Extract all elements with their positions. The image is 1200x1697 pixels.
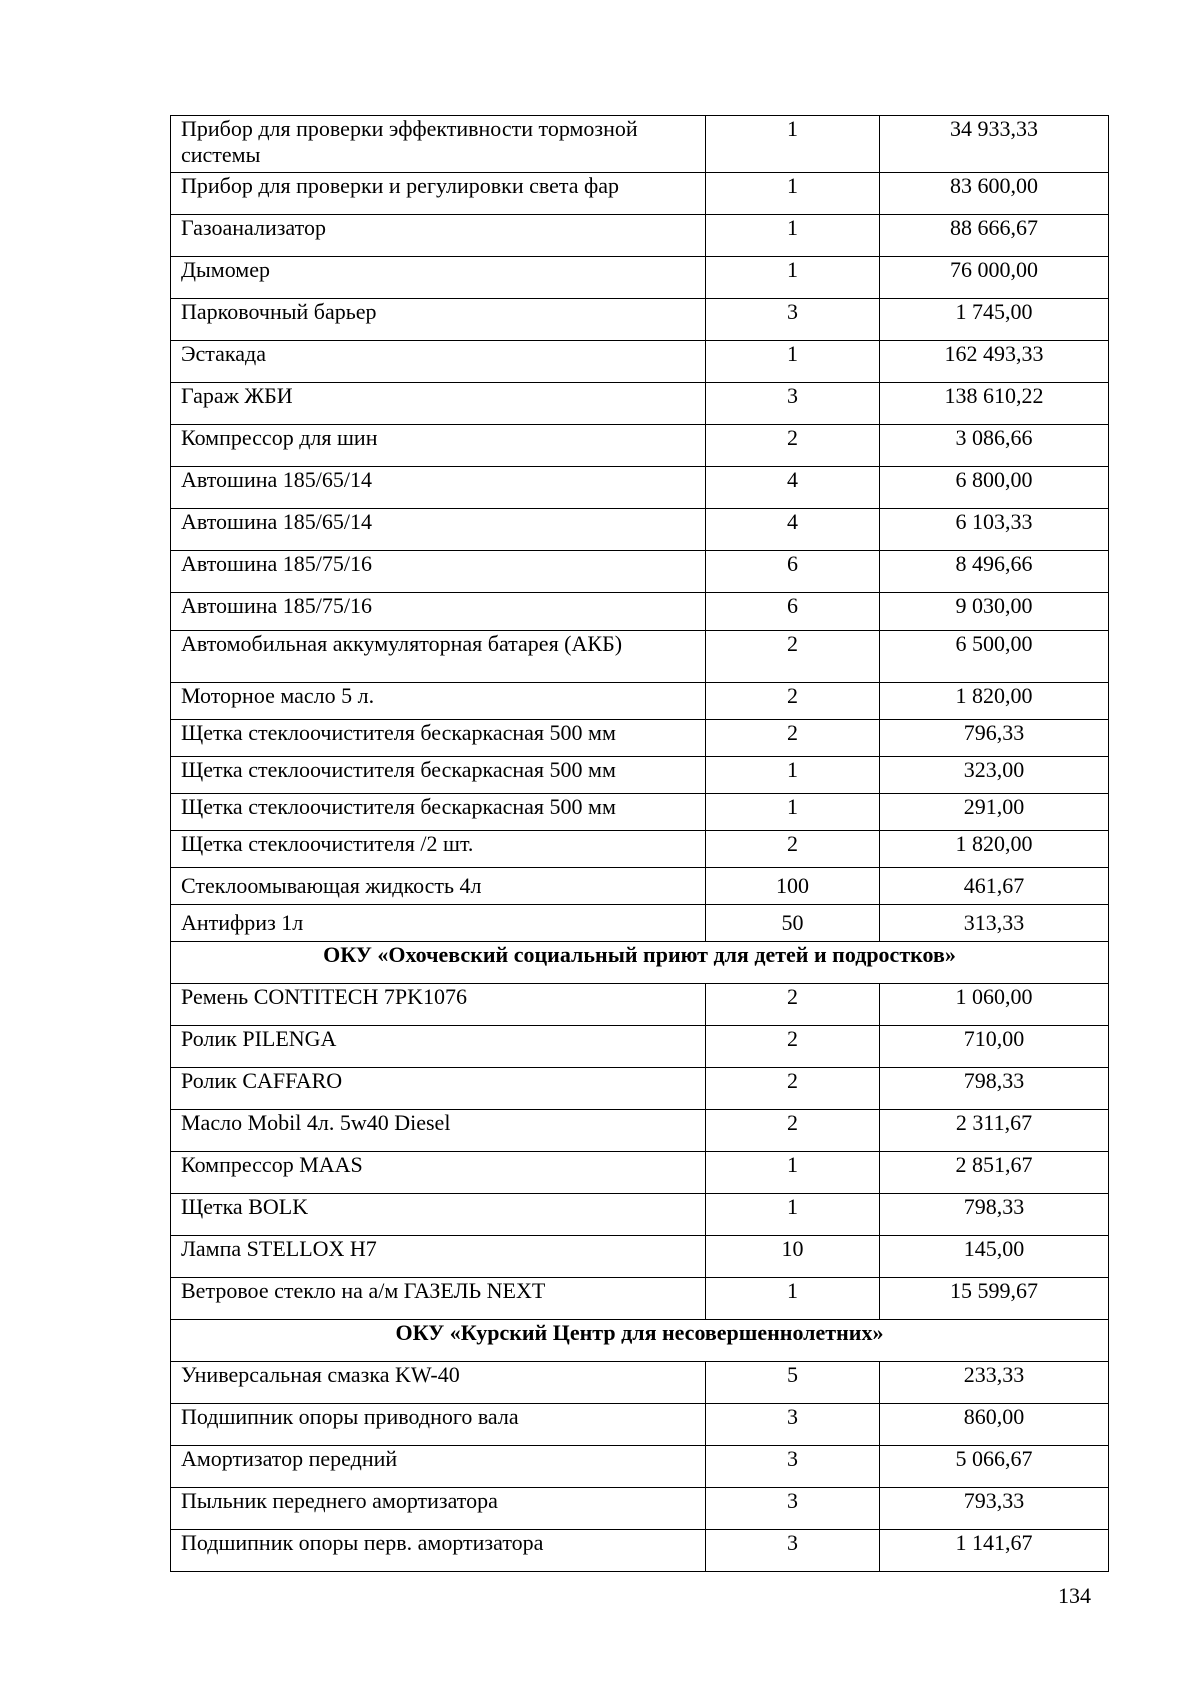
- table-row: [171, 467, 1109, 509]
- quantity-cell: 3: [706, 1488, 880, 1530]
- section-header-row: [171, 1320, 1109, 1362]
- quantity-cell: 4: [706, 467, 880, 509]
- price-cell: 233,33: [880, 1362, 1109, 1404]
- item-name-cell: Ролик CAFFARO: [171, 1068, 706, 1110]
- item-name-cell: Щетка стеклоочистителя /2 шт.: [171, 831, 706, 868]
- quantity-cell: 3: [706, 383, 880, 425]
- item-name-cell: Ветровое стекло на а/м ГАЗЕЛЬ NEXT: [171, 1278, 706, 1320]
- item-name-cell: Дымомер: [171, 257, 706, 299]
- table-row: [171, 683, 1109, 720]
- table-row: [171, 257, 1109, 299]
- price-cell: 6 800,00: [880, 467, 1109, 509]
- item-name-cell: Прибор для проверки и регулировки света фар: [171, 173, 706, 215]
- table-row: [171, 831, 1109, 868]
- quantity-cell: 1: [706, 1152, 880, 1194]
- quantity-cell: 10: [706, 1236, 880, 1278]
- item-name-cell: Подшипник опоры приводного вала: [171, 1404, 706, 1446]
- price-cell: 138 610,22: [880, 383, 1109, 425]
- price-cell: 6 500,00: [880, 631, 1109, 683]
- table-row: [171, 1068, 1109, 1110]
- item-name-cell: Гараж ЖБИ: [171, 383, 706, 425]
- table-row: [171, 341, 1109, 383]
- quantity-cell: 3: [706, 1530, 880, 1572]
- item-name-cell: Компрессор MAAS: [171, 1152, 706, 1194]
- price-cell: 710,00: [880, 1026, 1109, 1068]
- price-cell: 15 599,67: [880, 1278, 1109, 1320]
- item-name-cell: Ремень CONTITECH 7PK1076: [171, 984, 706, 1026]
- item-name-cell: Автошина 185/65/14: [171, 467, 706, 509]
- section-title: ОКУ «Курский Центр для несовершеннолетних»: [171, 1320, 1109, 1362]
- table-row: [171, 1530, 1109, 1572]
- price-cell: 1 820,00: [880, 683, 1109, 720]
- quantity-cell: 5: [706, 1362, 880, 1404]
- item-name-cell: Автошина 185/75/16: [171, 551, 706, 593]
- price-cell: 291,00: [880, 794, 1109, 831]
- quantity-cell: 1: [706, 794, 880, 831]
- price-cell: 860,00: [880, 1404, 1109, 1446]
- section-title: ОКУ «Охочевский социальный приют для детей и подростков»: [171, 942, 1109, 984]
- table-row: [171, 299, 1109, 341]
- price-cell: 313,33: [880, 905, 1109, 942]
- quantity-cell: 1: [706, 757, 880, 794]
- price-cell: 793,33: [880, 1488, 1109, 1530]
- item-name-cell: Ролик PILENGA: [171, 1026, 706, 1068]
- item-name-cell: Автомобильная аккумуляторная батарея (АКБ): [171, 631, 706, 683]
- quantity-cell: 3: [706, 299, 880, 341]
- quantity-cell: 2: [706, 1110, 880, 1152]
- quantity-cell: 2: [706, 683, 880, 720]
- table-row: [171, 1278, 1109, 1320]
- equipment-table: [170, 115, 1109, 1572]
- table-row: [171, 1236, 1109, 1278]
- price-cell: 796,33: [880, 720, 1109, 757]
- item-name-cell: Парковочный барьер: [171, 299, 706, 341]
- table-row: [171, 116, 1109, 173]
- price-cell: 6 103,33: [880, 509, 1109, 551]
- item-name-cell: Лампа STELLOX H7: [171, 1236, 706, 1278]
- item-name-cell: Антифриз 1л: [171, 905, 706, 942]
- price-cell: 461,67: [880, 868, 1109, 905]
- table-row: [171, 1152, 1109, 1194]
- table-row: [171, 720, 1109, 757]
- price-cell: 1 141,67: [880, 1530, 1109, 1572]
- price-cell: 88 666,67: [880, 215, 1109, 257]
- item-name-cell: Масло Mobil 4л. 5w40 Diesel: [171, 1110, 706, 1152]
- price-cell: 798,33: [880, 1068, 1109, 1110]
- quantity-cell: 2: [706, 831, 880, 868]
- quantity-cell: 1: [706, 173, 880, 215]
- section-header-row: [171, 942, 1109, 984]
- price-cell: 323,00: [880, 757, 1109, 794]
- table-row: [171, 1026, 1109, 1068]
- price-cell: 1 060,00: [880, 984, 1109, 1026]
- table-row: [171, 1110, 1109, 1152]
- item-name-cell: Подшипник опоры перв. амортизатора: [171, 1530, 706, 1572]
- item-name-cell: Моторное масло 5 л.: [171, 683, 706, 720]
- quantity-cell: 2: [706, 1026, 880, 1068]
- quantity-cell: 1: [706, 215, 880, 257]
- price-cell: 5 066,67: [880, 1446, 1109, 1488]
- price-cell: 34 933,33: [880, 116, 1109, 173]
- item-name-cell: Автошина 185/65/14: [171, 509, 706, 551]
- item-name-cell: Компрессор для шин: [171, 425, 706, 467]
- table-body: [171, 116, 1109, 1572]
- table-row: [171, 1446, 1109, 1488]
- quantity-cell: 3: [706, 1404, 880, 1446]
- quantity-cell: 4: [706, 509, 880, 551]
- item-name-cell: Щетка BOLK: [171, 1194, 706, 1236]
- quantity-cell: 100: [706, 868, 880, 905]
- table-row: [171, 1488, 1109, 1530]
- table-row: [171, 1404, 1109, 1446]
- table-row: [171, 551, 1109, 593]
- quantity-cell: 2: [706, 1068, 880, 1110]
- quantity-cell: 6: [706, 551, 880, 593]
- quantity-cell: 2: [706, 720, 880, 757]
- table-row: [171, 383, 1109, 425]
- price-cell: 2 851,67: [880, 1152, 1109, 1194]
- quantity-cell: 6: [706, 593, 880, 631]
- table-row: [171, 984, 1109, 1026]
- quantity-cell: 3: [706, 1446, 880, 1488]
- table-row: [171, 1194, 1109, 1236]
- table-row: [171, 425, 1109, 467]
- quantity-cell: 1: [706, 341, 880, 383]
- item-name-cell: Щетка стеклоочистителя бескаркасная 500 мм: [171, 757, 706, 794]
- item-name-cell: Щетка стеклоочистителя бескаркасная 500 мм: [171, 720, 706, 757]
- table-row: [171, 173, 1109, 215]
- table-row: [171, 868, 1109, 905]
- table-row: [171, 905, 1109, 942]
- price-cell: 1 820,00: [880, 831, 1109, 868]
- table-row: [171, 631, 1109, 683]
- price-cell: 798,33: [880, 1194, 1109, 1236]
- price-cell: 76 000,00: [880, 257, 1109, 299]
- page-number: 134: [1058, 1583, 1091, 1608]
- item-name-cell: Прибор для проверки эффективности тормозной системы: [171, 116, 706, 173]
- price-cell: 8 496,66: [880, 551, 1109, 593]
- table-row: [171, 215, 1109, 257]
- table-row: [171, 757, 1109, 794]
- price-cell: 9 030,00: [880, 593, 1109, 631]
- item-name-cell: Щетка стеклоочистителя бескаркасная 500 мм: [171, 794, 706, 831]
- quantity-cell: 50: [706, 905, 880, 942]
- price-cell: 162 493,33: [880, 341, 1109, 383]
- price-cell: 1 745,00: [880, 299, 1109, 341]
- quantity-cell: 2: [706, 984, 880, 1026]
- quantity-cell: 2: [706, 425, 880, 467]
- price-cell: 83 600,00: [880, 173, 1109, 215]
- quantity-cell: 1: [706, 1194, 880, 1236]
- table-row: [171, 509, 1109, 551]
- item-name-cell: Стеклоомывающая жидкость 4л: [171, 868, 706, 905]
- item-name-cell: Универсальная смазка KW-40: [171, 1362, 706, 1404]
- item-name-cell: Амортизатор передний: [171, 1446, 706, 1488]
- item-name-cell: Газоанализатор: [171, 215, 706, 257]
- price-cell: 3 086,66: [880, 425, 1109, 467]
- quantity-cell: 1: [706, 1278, 880, 1320]
- table-row: [171, 593, 1109, 631]
- item-name-cell: Пыльник переднего амортизатора: [171, 1488, 706, 1530]
- table-row: [171, 1362, 1109, 1404]
- item-name-cell: Эстакада: [171, 341, 706, 383]
- price-cell: 2 311,67: [880, 1110, 1109, 1152]
- quantity-cell: 1: [706, 116, 880, 173]
- quantity-cell: 2: [706, 631, 880, 683]
- item-name-cell: Автошина 185/75/16: [171, 593, 706, 631]
- price-cell: 145,00: [880, 1236, 1109, 1278]
- table-row: [171, 794, 1109, 831]
- quantity-cell: 1: [706, 257, 880, 299]
